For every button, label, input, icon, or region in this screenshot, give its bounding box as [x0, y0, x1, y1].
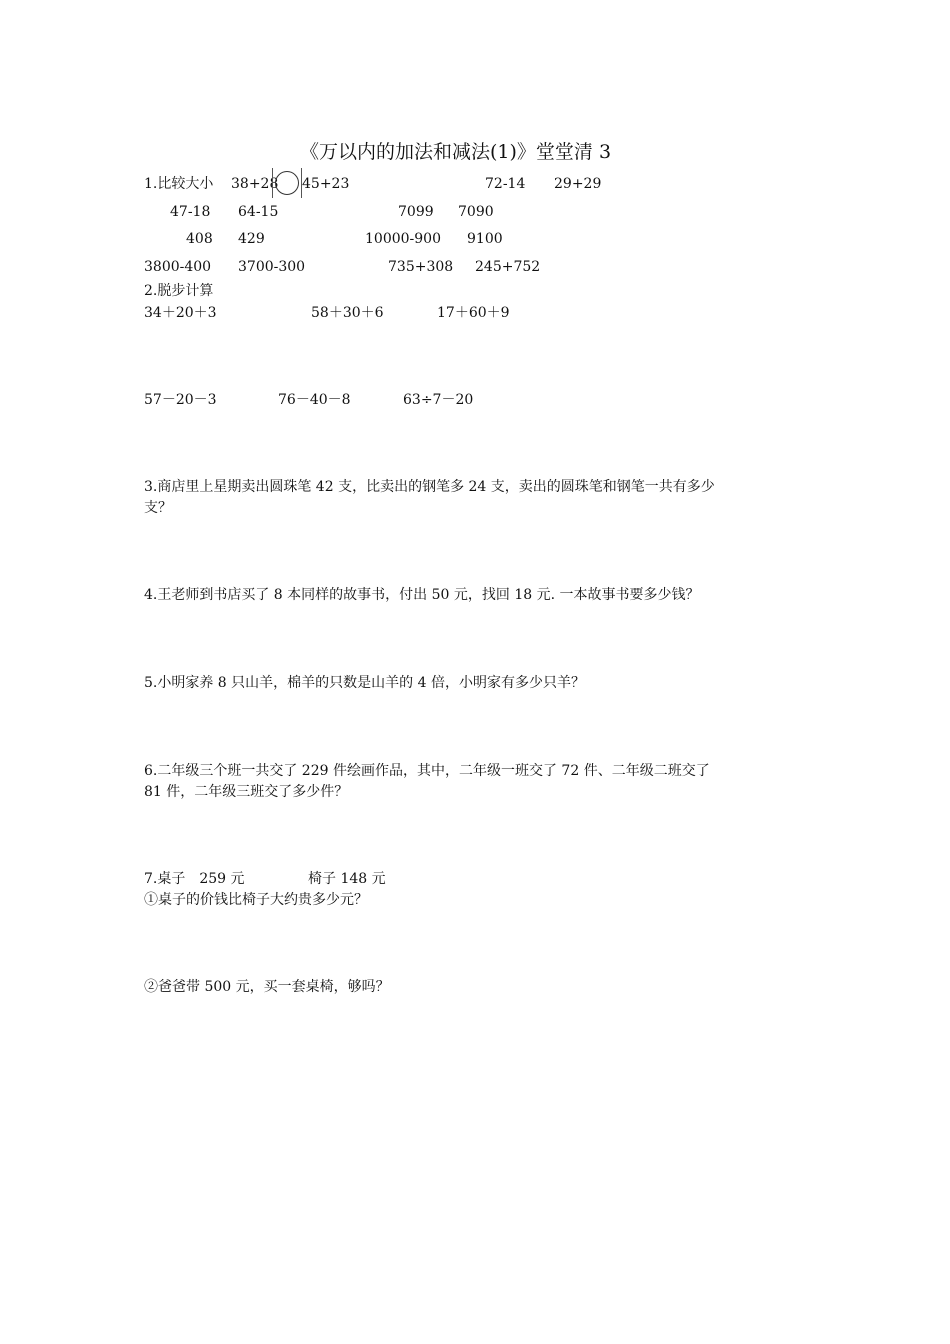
- q2-expr6: 63÷7－20: [403, 392, 474, 408]
- q3-text-line2: 支？: [144, 500, 172, 516]
- q2-expr2: 58＋30＋6: [311, 305, 384, 321]
- q7-item-desk: 7.桌子 259 元: [144, 871, 245, 887]
- q1-row2-expr4: 7090: [458, 204, 494, 220]
- q3-text-line1: 3.商店里上星期卖出圆珠笔 42 支，比卖出的钢笔多 24 支，卖出的圆珠笔和钢笔一共有多少: [144, 479, 715, 495]
- q2-expr3: 17＋60＋9: [437, 305, 510, 321]
- q1-row1-expr1: 38+28: [231, 176, 279, 192]
- q6-text-line1: 6.二年级三个班一共交了 229 件绘画作品，其中，二年级一班交了 72 件、二年级二班交了: [144, 763, 710, 779]
- q1-label: 1.比较大小: [144, 176, 214, 192]
- q1-row1-expr3: 72-14: [485, 176, 526, 192]
- comparison-answer-box: [272, 168, 302, 198]
- q1-row3-expr3: 10000-900: [365, 231, 441, 247]
- q1-row1-expr4: 29+29: [554, 176, 602, 192]
- q1-row4-expr1: 3800-400: [144, 259, 212, 275]
- q1-row4-expr3: 735+308: [388, 259, 454, 275]
- q7-item-chair: 椅子 148 元: [308, 871, 386, 887]
- q4-text: 4.王老师到书店买了 8 本同样的故事书，付出 50 元，找回 18 元. 一本故事书要多少钱？: [144, 587, 700, 603]
- q1-row1-expr2: 45+23: [302, 176, 350, 192]
- q1-row3-expr4: 9100: [467, 231, 503, 247]
- q2-expr1: 34＋20＋3: [144, 305, 217, 321]
- q1-row2-expr3: 7099: [398, 204, 434, 220]
- q1-row3-expr1: 408: [186, 231, 213, 247]
- q2-expr5: 76－40－8: [278, 392, 351, 408]
- q1-row2-expr1: 47-18: [170, 204, 211, 220]
- page-title: 《万以内的加法和减法(1)》堂堂清 3: [300, 141, 612, 163]
- q7-sub1: ①桌子的价钱比椅子大约贵多少元？: [144, 892, 368, 908]
- q2-label: 2.脱步计算: [144, 283, 214, 299]
- q5-text: 5.小明家养 8 只山羊，棉羊的只数是山羊的 4 倍，小明家有多少只羊？: [144, 675, 585, 691]
- q1-row4-expr4: 245+752: [475, 259, 541, 275]
- q1-row2-expr2: 64-15: [238, 204, 279, 220]
- comparison-circle: [275, 171, 299, 195]
- q2-expr4: 57－20－3: [144, 392, 217, 408]
- q1-row4-expr2: 3700-300: [238, 259, 306, 275]
- q1-row3-expr2: 429: [238, 231, 265, 247]
- q6-text-line2: 81 件，二年级三班交了多少件？: [144, 784, 349, 800]
- q7-sub2: ②爸爸带 500 元，买一套桌椅，够吗？: [144, 979, 390, 995]
